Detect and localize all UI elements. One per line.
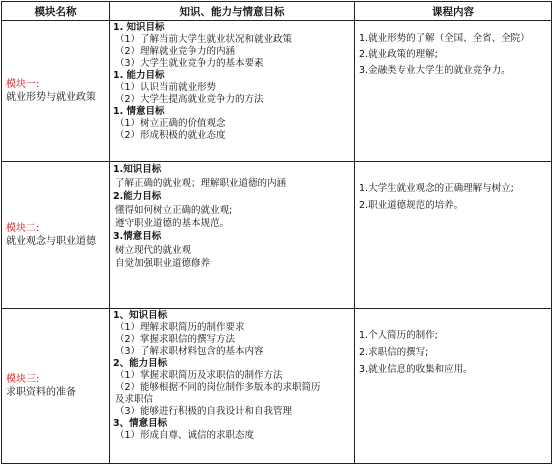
goal-line: 树立现代的就业观 xyxy=(115,245,192,256)
module-cell xyxy=(2,21,110,162)
content-cell xyxy=(355,21,552,162)
content-line: 1.大学生就业观念的正确理解与树立; xyxy=(359,183,514,194)
module-label: 模块二: xyxy=(6,223,40,234)
goal-heading: 1. 能力目标 xyxy=(113,70,165,81)
goal-line: 了解正确的就业观；理解职业道德的内涵 xyxy=(115,178,287,189)
content-line: 3.就业信息的收集和应用。 xyxy=(359,364,473,375)
module-name: 求职资料的准备 xyxy=(6,387,76,398)
module-name: 就业观念与职业道德 xyxy=(6,236,96,247)
header-content: 课程内容 xyxy=(355,2,552,21)
goal-line: （1）了解当前大学生就业状况和就业政策 xyxy=(115,34,293,45)
goal-heading: 1. 知识目标 xyxy=(113,22,165,33)
goal-heading: 1.知识目标 xyxy=(113,164,162,175)
goal-line: （1）树立正确的价值观念 xyxy=(115,118,226,129)
goal-line: （3）了解求职材料包含的基本内容 xyxy=(115,346,264,357)
content-line: 1.个人简历的制作; xyxy=(359,330,438,341)
module-name: 就业形势与就业政策 xyxy=(6,92,96,103)
content-line: 3.金融类专业大学生的就业竞争力。 xyxy=(359,65,511,76)
goal-heading: 3.情意目标 xyxy=(113,231,162,242)
goal-heading: 2、能力目标 xyxy=(113,358,168,369)
header-goals: 知识、能力与情意目标 xyxy=(110,2,355,21)
table-row xyxy=(2,162,552,309)
goals-cell xyxy=(110,21,355,162)
goal-heading: 3、情意目标 xyxy=(113,418,168,429)
goal-line: 遵守职业道德的基本规范。 xyxy=(115,218,230,229)
goal-line: （1）认识当前就业形势 xyxy=(115,82,217,93)
content-line: 2.求职信的撰写; xyxy=(359,347,429,358)
content-line: 2.职业道德规范的培养。 xyxy=(359,200,464,211)
goal-line: （1）理解求职简历的制作要求 xyxy=(115,322,245,333)
goal-line: （2）大学生提高就业竞争力的方法 xyxy=(115,94,264,105)
header-module-name: 模块名称 xyxy=(2,2,110,21)
content-cell xyxy=(355,162,552,309)
module-cell xyxy=(2,309,110,464)
goal-heading: 1、知识目标 xyxy=(113,310,168,321)
goal-line: 及求职信 xyxy=(115,394,154,405)
goal-line: （2）掌握求职信的撰写方法 xyxy=(115,334,236,345)
goal-line: 懂得如何树立正确的就业观; xyxy=(115,205,233,216)
content-line: 1.就业形势的了解（全国、全省、全院） xyxy=(359,33,530,44)
goal-line: （2）能够根据不同的岗位制作多版本的求职简历 xyxy=(115,382,321,393)
goals-cell xyxy=(110,162,355,309)
module-label: 模块三: xyxy=(6,374,40,385)
goals-cell xyxy=(110,309,355,464)
content-line: 2.就业政策的理解; xyxy=(359,49,438,60)
goal-line: （2）形成积极的就业态度 xyxy=(115,130,226,141)
goal-line: （3）能够进行积极的自我设计和自我管理 xyxy=(115,406,293,417)
table-row xyxy=(2,21,552,162)
goal-heading: 2.能力目标 xyxy=(113,191,162,202)
course-table xyxy=(1,1,552,464)
header-row xyxy=(2,2,552,21)
content-cell xyxy=(355,309,552,464)
goal-line: （1）形成自尊、诚信的求职态度 xyxy=(115,430,255,441)
goal-line: （2）理解就业竞争力的内涵 xyxy=(115,46,236,57)
module-label: 模块一: xyxy=(6,79,40,90)
goal-line: （3）大学生就业竞争力的基本要素 xyxy=(115,58,264,69)
table-row xyxy=(2,309,552,464)
module-cell xyxy=(2,162,110,309)
goal-line: （1）掌握求职简历及求职信的制作方法 xyxy=(115,370,283,381)
goal-heading: 1. 情意目标 xyxy=(113,106,165,117)
goal-line: 自觉加强职业道德修养 xyxy=(115,258,211,269)
